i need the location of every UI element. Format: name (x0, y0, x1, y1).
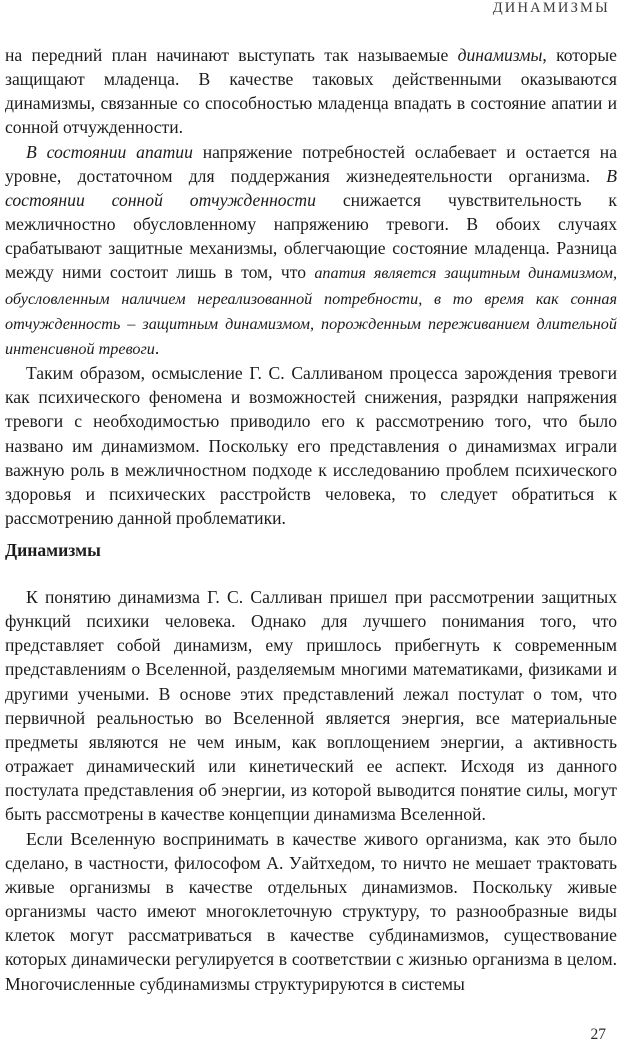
paragraph-2-text-2: снижается чувствительность к межличностно обусловленному напряжению тревоги. В обоих случаях срабатывают защитные механизмы, облегчающие состояние младенца. Разница между ними состоит лишь в том, что (5, 189, 617, 283)
page-number: 27 (590, 1026, 606, 1043)
paragraph-2-text-3: . (154, 337, 160, 358)
section-paragraph-1: К понятию динамизма Г. С. Салливан пришел при рассмотрении защитных функций психики человека. Однако для лучшего понимания того, что представляет собой динамизм, ему пришлось прибегнуть к современным представлениям о Вселенной, разделяемым многими математиками, физиками и другими учеными. В основе этих представлений лежал постулат о том, что первичной реальностью во Вселенной является энергия, все материальные предметы являются не чем иным, как воплощением энергии, а активность отражает динамический или кинетический ее аспект. Исходя из данного постулата представления об энергии, из которой выводится понятие силы, могут быть рассмотрены в качестве концепции динамизма Вселенной. (5, 587, 617, 825)
paragraph-1-text-b: , которые защищают младенца. В качестве таковых действенными оказываются динамизмы, связанные со способностью младенца впадать в состояние апатии и сонной отчужденности. (5, 45, 617, 138)
paragraph-1-text-a: на передний план начинают выступать так называемые (5, 45, 458, 65)
paragraph-2-italic-2: В состоянии сонной отчужденности (5, 165, 617, 210)
paragraph-1-italic: динамизмы (457, 45, 543, 65)
section-heading: Динамизмы (5, 540, 101, 560)
paragraph-2-text-1: напряжение потребностей ослабевает и остается на уровне, достаточном для поддержания жизнедеятельности организма. (5, 141, 618, 186)
section-text-block (5, 585, 617, 996)
top-text-block (5, 43, 617, 530)
running-head: ДИНАМИЗМЫ (492, 0, 610, 16)
paragraph-1 (5, 43, 617, 140)
paragraph-2 (5, 140, 617, 361)
paragraph-2-italic-1: В состоянии апатии (26, 141, 193, 162)
paragraph-3: Таким образом, осмысление Г. С. Салливаном процесса зарождения тревоги как психического феномена и возможностей снижения, разрядки напряжения тревоги с необходимостью приводило его к рассмотрению того, что было названо им динамизмом. Поскольку его представления о динамизмах играли важную роль в межличностном подходе к исследованию проблем психического здоровья и психических расстройств человека, то следует обратиться к рассмотрению данной проблематики. (5, 363, 617, 528)
paragraph-2-italic-3: апатия является защитным динамизмом, обусловленным наличием нереализованной потребности, в то время как сонная отчужденность – защитным динамизмом, порожденным переживанием длительной интенсивной тревоги (5, 264, 617, 358)
section-paragraph-2: Если Вселенную воспринимать в качестве живого организма, как это было сделано, в частности, философом А. Уайтхедом, то ничто не мешает трактовать живые организмы в качестве отдельных динамизмов. Поскольку живые организмы часто имеют многоклеточную структуру, то разнообразные виды клеток могут рассматриваться в качестве субдинамизмов, существование которых динамически регулируется в соответствии с жизнью организма в целом. Многочисленные субдинамизмы структурируются в системы (5, 828, 617, 994)
